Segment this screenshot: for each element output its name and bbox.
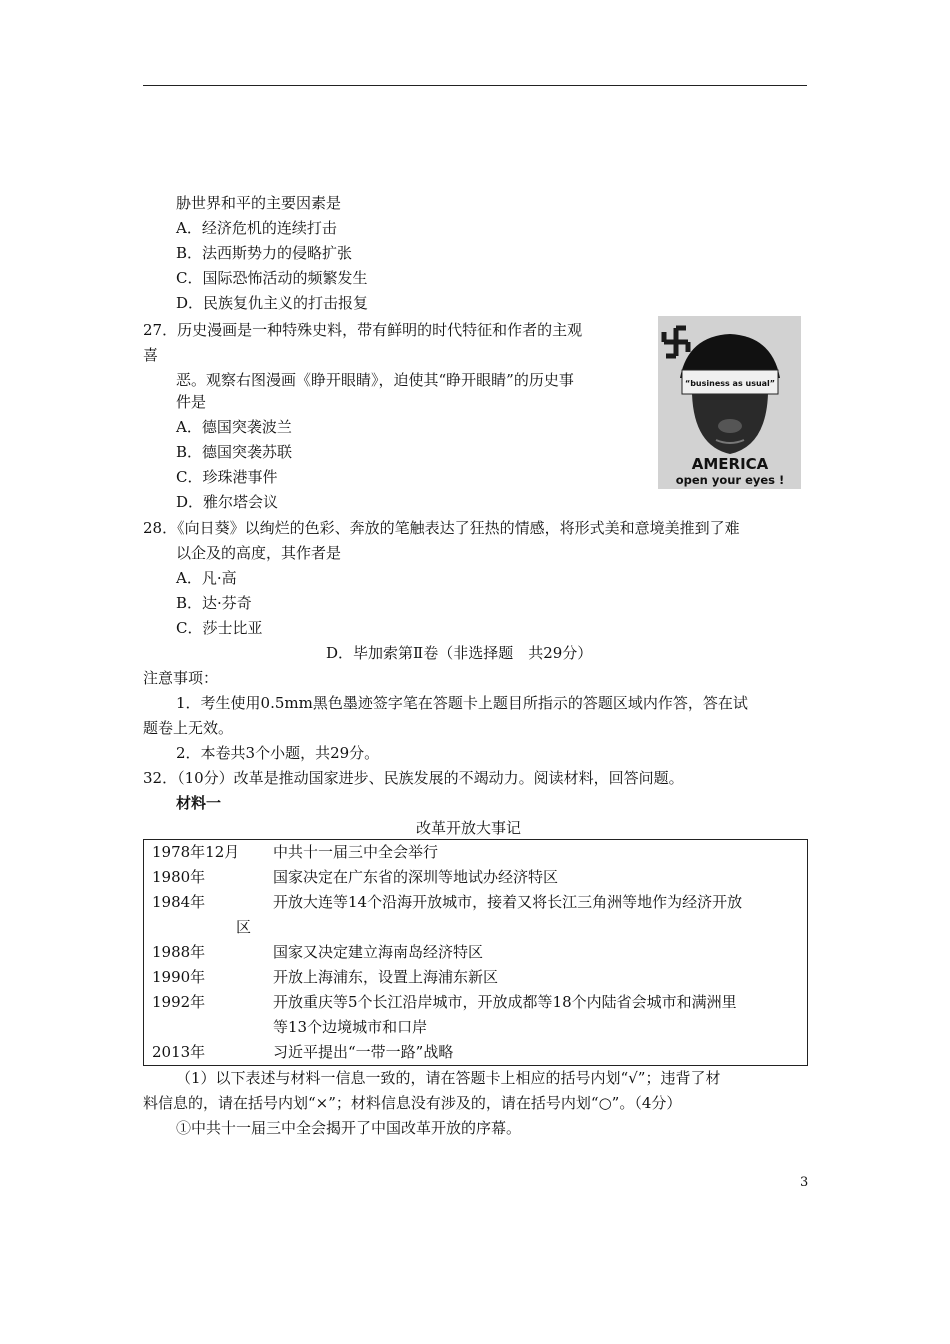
table-row <box>144 965 808 990</box>
q26-option-b: B．法西斯势力的侵略扩张 <box>176 244 353 262</box>
q27-option-d: D．雅尔塔会议 <box>176 493 279 511</box>
notice-item1-line1: 1．考生使用0.5mm黑色墨迹签字笔在答题卡上题目所指示的答题区域内作答，答在试 <box>176 694 748 712</box>
q28-option-c: C．莎士比亚 <box>176 619 263 637</box>
q26-stem-cont: 胁世界和平的主要因素是 <box>176 194 342 212</box>
header-rule <box>143 85 807 86</box>
q26-option-a: A．经济危机的连续打击 <box>176 219 337 237</box>
row-event-continuation: 区 <box>236 918 252 936</box>
q27-line3: 恶。观察右图漫画《睁开眼睛》，迫使其“睁开眼睛”的历史事 <box>176 371 574 389</box>
q27-option-a: A．德国突袭波兰 <box>176 418 292 436</box>
notice-item1-line2: 题卷上无效。 <box>143 719 234 737</box>
row-year: 1980年 <box>152 868 206 886</box>
row-year: 1984年 <box>152 893 206 911</box>
row-event: 国家决定在广东省的深圳等地试办经济特区 <box>273 868 559 886</box>
page-number: 3 <box>800 1175 809 1190</box>
row-year: 2013年 <box>152 1043 206 1061</box>
table-row-continuation <box>144 1015 808 1040</box>
row-event: 中共十一届三中全会举行 <box>273 843 439 861</box>
q27-line4: 件是 <box>176 393 207 411</box>
q26-option-c: C．国际恐怖活动的频繁发生 <box>176 269 368 287</box>
q28-line1: 28．《向日葵》以绚烂的色彩、奔放的笔触表达了狂热的情感，将形式美和意境美推到了难 <box>143 519 740 537</box>
sub1-line1: （1）以下表述与材料一信息一致的，请在答题卡上相应的括号内划“√”；违背了材 <box>176 1069 721 1087</box>
row-year: 1978年12月 <box>152 843 240 861</box>
row-year: 1988年 <box>152 943 206 961</box>
q28-option-d-section-title: D．毕加索第Ⅱ卷（非选择题 共29分） <box>326 644 593 662</box>
q27-line2: 喜 <box>143 346 159 364</box>
row-event: 开放上海浦东，设置上海浦东新区 <box>273 968 499 986</box>
cartoon-banner-text: “business as usual” <box>684 379 776 388</box>
row-event-continuation: 等13个边境城市和口岸 <box>273 1018 428 1036</box>
cartoon-subtitle: open your eyes ! <box>675 473 785 487</box>
row-event: 国家又决定建立海南岛经济特区 <box>273 943 484 961</box>
cartoon-open-your-eyes <box>658 316 801 489</box>
q28-option-b: B．达·芬奇 <box>176 594 252 612</box>
q28-line2: 以企及的高度，其作者是 <box>176 544 342 562</box>
row-year: 1992年 <box>152 993 206 1011</box>
table-row <box>144 990 808 1015</box>
notice-item2: 2．本卷共3个小题，共29分。 <box>176 744 380 762</box>
material-one-label: 材料一 <box>176 794 222 812</box>
q26-option-d: D．民族复仇主义的打击报复 <box>176 294 369 312</box>
row-event: 开放重庆等5个长江沿岸城市，开放成都等18个内陆省会城市和满洲里 <box>273 993 737 1011</box>
row-event: 开放大连等14个沿海开放城市，接着又将长江三角洲等地作为经济开放 <box>273 893 743 911</box>
sub1-item1: ①中共十一届三中全会揭开了中国改革开放的序幕。 <box>176 1119 522 1137</box>
table-title: 改革开放大事记 <box>416 819 522 837</box>
reform-events-table <box>143 839 808 1066</box>
row-year: 1990年 <box>152 968 206 986</box>
cartoon-title: AMERICA <box>691 455 769 473</box>
notice-heading: 注意事项： <box>143 669 219 687</box>
table-row <box>144 865 808 890</box>
cartoon-drawing <box>658 316 801 489</box>
table-row <box>144 940 808 965</box>
table-row-continuation <box>144 915 808 940</box>
table-row <box>144 1040 808 1066</box>
sub1-line2: 料信息的，请在括号内划“×”；材料信息没有涉及的，请在括号内划“○”。（4分） <box>143 1094 682 1112</box>
table-row <box>144 890 808 915</box>
row-event: 习近平提出“一带一路”战略 <box>273 1043 454 1061</box>
q28-option-a: A．凡·高 <box>176 569 237 587</box>
q27-option-c: C．珍珠港事件 <box>176 468 278 486</box>
table-row <box>144 840 808 866</box>
q27-line1: 27．历史漫画是一种特殊史料，带有鲜明的时代特征和作者的主观 <box>143 321 583 339</box>
q32-stem: 32．（10分）改革是推动国家进步、民族发展的不竭动力。阅读材料，回答问题。 <box>143 769 684 787</box>
q27-option-b: B．德国突袭苏联 <box>176 443 293 461</box>
